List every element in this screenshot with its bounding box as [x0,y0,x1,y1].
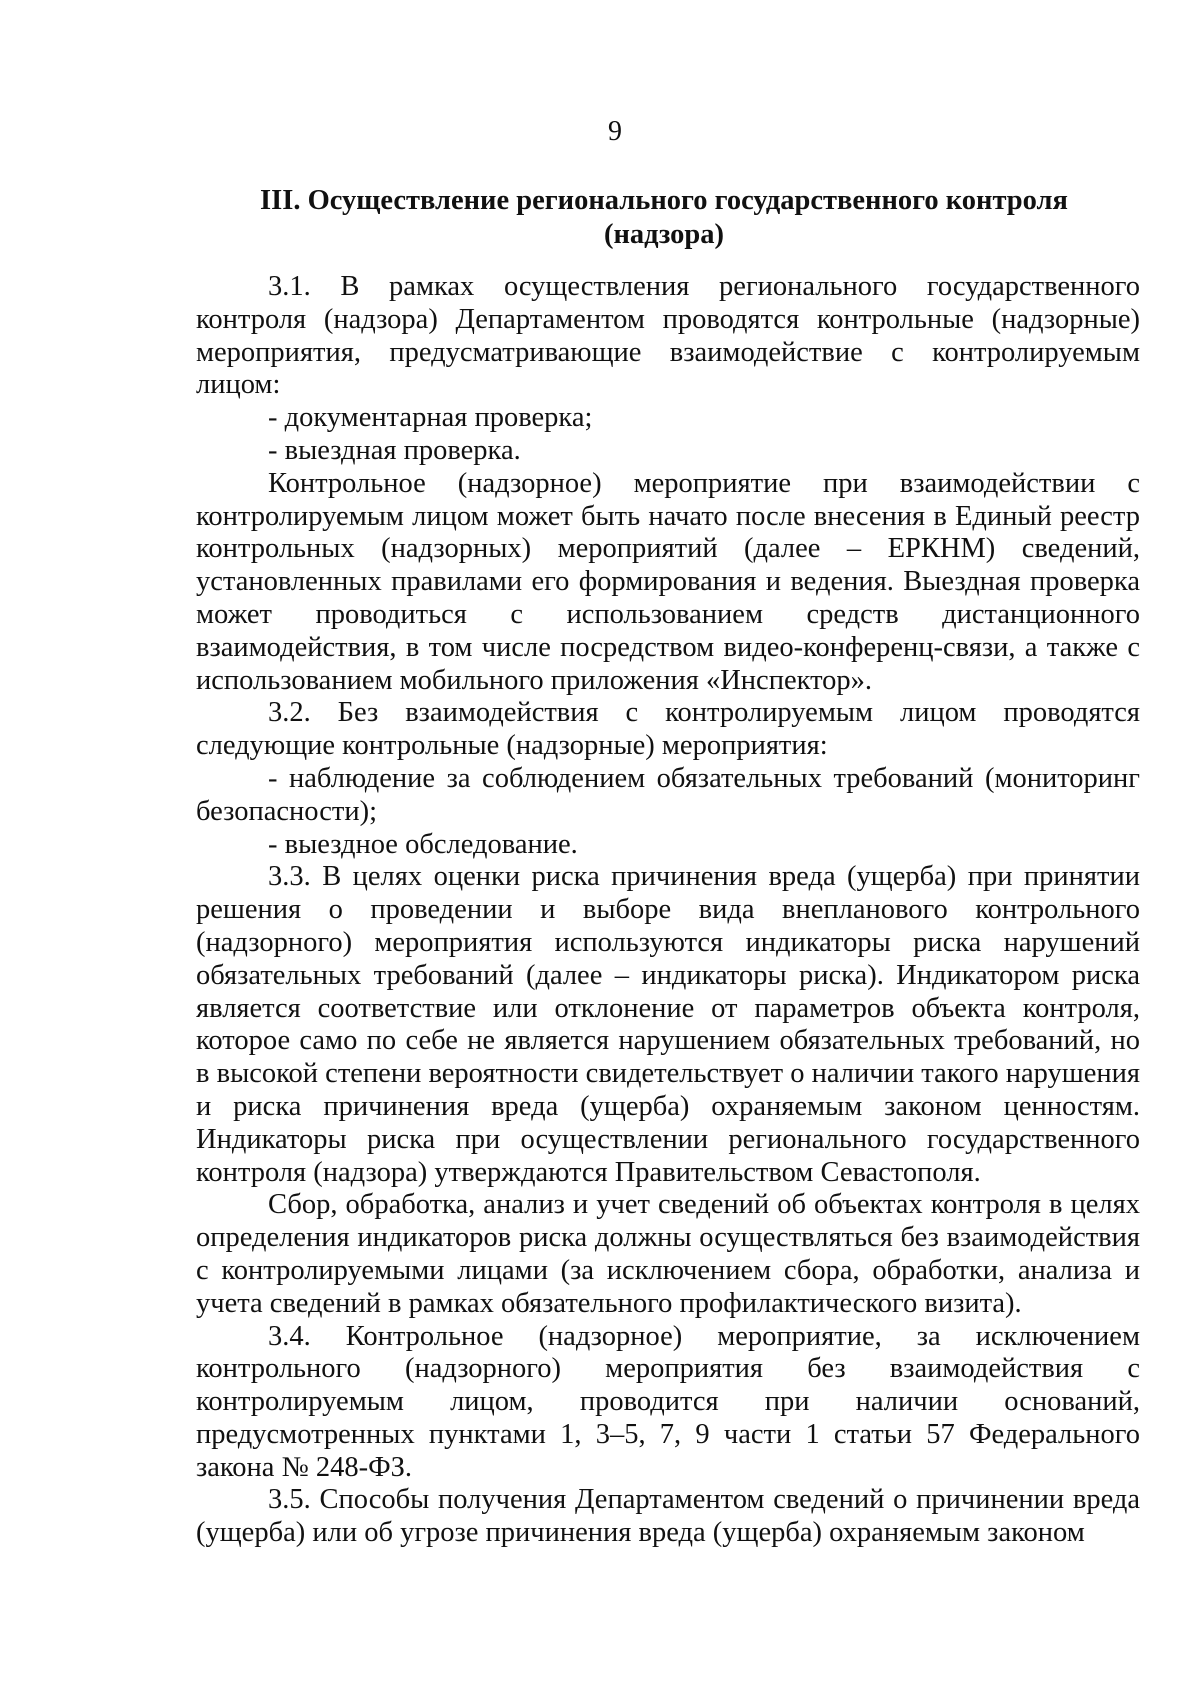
document-body [196,271,1140,1550]
section-heading [196,184,1132,252]
page-number: 9 [608,116,622,147]
list-item-documentary-inspection: - документарная проверка; [268,402,593,434]
paragraph-3-4: 3.4. Контрольное (надзорное) мероприятие, за исключением контрольного (надзорного) мероприятия без взаимодействия с контролируемым лицом, проводится при наличии оснований, предусмотренных пунктами 1, 3–5, 7, 9 части 1 статьи 57 Федерального закона № 248-ФЗ. [196,1320,1140,1483]
list-item-monitoring: - наблюдение за соблюдением обязательных требований (мониторинг безопасности); [196,762,1140,827]
paragraph-control-event: Контрольное (надзорное) мероприятие при взаимодействии с контролируемым лицом может быть начато после внесения в Единый реестр контрольных (надзорных) мероприятий (далее – ЕРКНМ) сведений, установленных правилами его формирования и ведения. Выездная проверка может проводиться с использованием средств дистанционного взаимодействия, в том числе посредством видео-конференц-связи, а также с использованием мобильного приложения «Инспектор». [196,467,1140,696]
paragraph-3-5: 3.5. Способы получения Департаментом сведений о причинении вреда (ущерба) или об угрозе причинения вреда (ущерба) охраняемым законом [196,1484,1140,1549]
list-item-field-survey: - выездное обследование. [268,828,578,860]
paragraph-3-2: 3.2. Без взаимодействия с контролируемым лицом проводятся следующие контрольные (надзорные) мероприятия: [196,697,1140,762]
section-heading-line-1: III. Осуществление регионального государственного контроля [260,185,1068,216]
paragraph-3-1: 3.1. В рамках осуществления регионального государственного контроля (надзора) Департаментом проводятся контрольные (надзорные) мероприятия, предусматривающие взаимодействие с контролируемым лицом: [196,271,1140,401]
list-item-field-inspection: - выездная проверка. [268,434,521,466]
paragraph-3-3: 3.3. В целях оценки риска причинения вреда (ущерба) при принятии решения о проведении и выборе вида внепланового контрольного (надзорного) мероприятия используются индикаторы риска нарушений обязательных требований (далее – индикаторы риска). Индикатором риска является соответствие или отклонение от параметров объекта контроля, которое само по себе не является нарушением обязательных требований, но в высокой степени вероятности свидетельствует о наличии такого нарушения и риска причинения вреда (ущерба) охраняемым законом ценностям. Индикаторы риска при осуществлении регионального государственного контроля (надзора) утверждаются Правительством Севастополя. [196,861,1140,1188]
paragraph-risk-indicators-collection: Сбор, обработка, анализ и учет сведений об объектах контроля в целях определения индикаторов риска должны осуществляться без взаимодействия с контролируемыми лицами (за исключением сбора, обработки, анализа и учета сведений в рамках обязательного профилактического визита). [196,1189,1140,1319]
section-heading-line-2: (надзора) [603,219,725,250]
